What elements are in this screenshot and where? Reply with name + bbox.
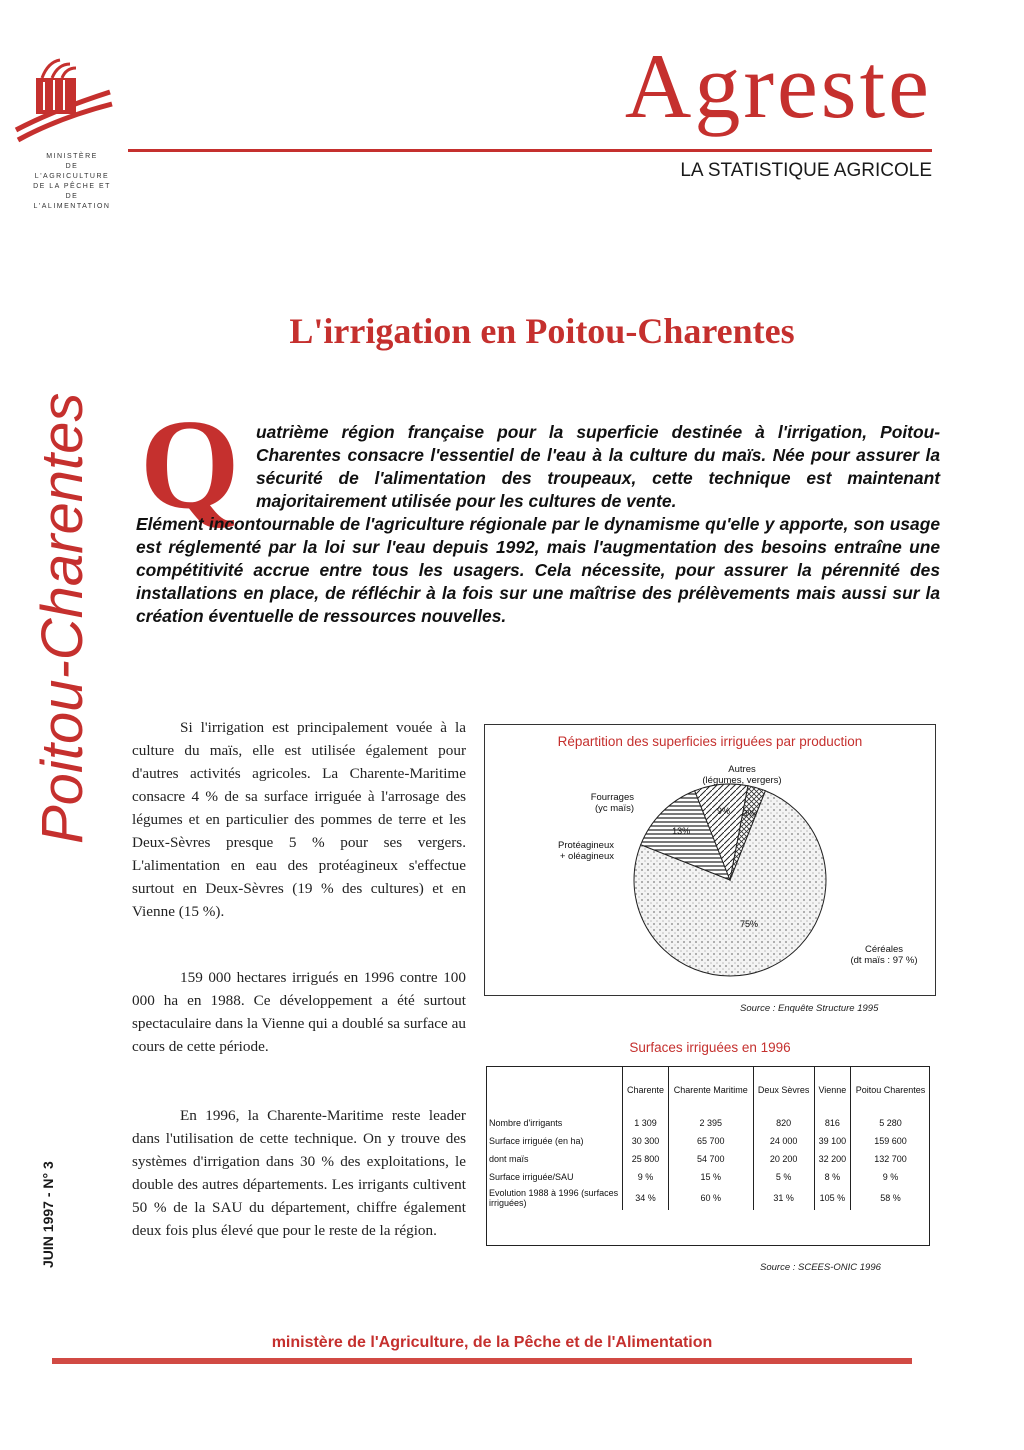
table-cell: 105 % [814, 1186, 850, 1210]
row-label: dont maïs [489, 1154, 529, 1164]
ministry-wordmark [30, 152, 114, 212]
paragraph-text: En 1996, la Charente-Maritime reste leader dans l'utilisation de cette technique. On y trouve des systèmes d'irrigation dans 30 % des exploitations, le double des autres départements. Les irrigants cultivent 50 % de la SAU du département, chiffre également deux fois plus élevé que pour le reste de la région. [132, 1107, 466, 1239]
table-cell: 8 % [814, 1168, 850, 1186]
chart-title: Répartition des superficies irriguées par production [557, 734, 863, 749]
table-cell: 1 309 [623, 1114, 669, 1132]
table-cell: 9 % [623, 1168, 669, 1186]
paragraph-text: Si l'irrigation est principalement vouée à la culture du maïs, elle est utilisée également pour d'autres activités agricoles. La Charente-Maritime consacre 4 % de sa surface irriguée à l'arrosage des légumes et en particulier des pommes de terre et les Deux-Sèvres presque 5 % pour ses vergers. L'alimentation en eau des protéagineux s'effectue surtout en Deux-Sèvres (19 % des cultures) et en Vienne (15 %). [132, 719, 466, 920]
slice-value-label: 13% [672, 826, 691, 837]
article-title: L'irrigation en Poitou-Charentes [289, 311, 795, 351]
slice-value-label: 75% [740, 919, 759, 930]
row-label: Surface irriguée (en ha) [489, 1136, 584, 1146]
data-table [486, 1066, 930, 1210]
ministry-line: DE LA PÊCHE ET DE [33, 183, 111, 200]
table-row [486, 1150, 930, 1168]
table-cell: 30 300 [623, 1132, 669, 1150]
table-cell: 820 [753, 1114, 814, 1132]
table-header-row [486, 1066, 930, 1114]
body-paragraph [132, 716, 466, 923]
table-cell: 32 200 [814, 1150, 850, 1168]
table-row [486, 1132, 930, 1150]
paragraph-text: 159 000 hectares irrigués en 1996 contre 100 000 ha en 1988. Ce développement a été surtout spectaculaire dans la Vienne qui a doublé sa surface au cours de cette période. [132, 969, 466, 1055]
table-cell: 20 200 [753, 1150, 814, 1168]
body-paragraph [132, 966, 466, 1058]
footer-ministry: ministère de l'Agriculture, de la Pêche et de l'Alimentation [271, 1334, 713, 1351]
table-cell: 9 % [851, 1168, 930, 1186]
slice-category-label: Céréales (dt maïs : 97 %) [850, 944, 918, 966]
table-row [486, 1114, 930, 1132]
column-header: Vienne [814, 1066, 850, 1114]
table-cell: 5 280 [851, 1114, 930, 1132]
table-cell: 31 % [753, 1186, 814, 1210]
ministry-line: MINISTÈRE [46, 153, 98, 160]
issue-date: JUIN 1997 - N° 3 [40, 1161, 56, 1268]
intro-lead: uatrième région française pour la superficie destinée à l'irrigation, Poitou-Charentes consacre l'essentiel de l'eau à la culture du maïs. Née pour assurer la sécurité de l'alimentation des troupeaux, cette technique est maintenant majoritairement utilisée pour les cultures de vente. [256, 422, 940, 511]
chart-source: Source : Enquête Structure 1995 [740, 1003, 879, 1014]
table-cell: 2 395 [668, 1114, 753, 1132]
table-cell: 159 600 [851, 1132, 930, 1150]
table-cell: 65 700 [668, 1132, 753, 1150]
brand-title: Agreste [624, 35, 932, 137]
header-divider [128, 149, 932, 152]
ministry-line: DE L'AGRICULTURE [34, 163, 110, 180]
table-cell: 25 800 [623, 1150, 669, 1168]
table-cell: 816 [814, 1114, 850, 1132]
row-label: Surface irriguée/SAU [489, 1172, 574, 1182]
ministry-logo [14, 58, 114, 150]
table-source: Source : SCEES-ONIC 1996 [760, 1262, 881, 1273]
row-label: Evolution 1988 à 1996 (surfaces irriguées) [489, 1188, 619, 1208]
table-cell: 58 % [851, 1186, 930, 1210]
table-cell: 132 700 [851, 1150, 930, 1168]
pie-chart [484, 724, 936, 996]
table-cell: 34 % [623, 1186, 669, 1210]
column-header: Deux Sèvres [753, 1066, 814, 1114]
body-paragraph [132, 1104, 466, 1242]
ministry-line: L'ALIMENTATION [33, 203, 111, 210]
column-header: Charente Maritime [668, 1066, 753, 1114]
table-body [486, 1114, 930, 1210]
table-cell: 60 % [668, 1186, 753, 1210]
drop-cap: Q [140, 393, 240, 535]
table-cell: 54 700 [668, 1150, 753, 1168]
table-row [486, 1186, 930, 1210]
article-intro [136, 421, 940, 628]
region-sidebar-title: Poitou-Charentes [30, 392, 95, 844]
column-header: Poitou Charentes [851, 1066, 930, 1114]
column-header: Charente [623, 1066, 669, 1114]
footer-divider [52, 1358, 912, 1364]
table-corner [486, 1066, 623, 1114]
table-cell: 5 % [753, 1168, 814, 1186]
slice-value-label: 9% [716, 806, 731, 817]
table-cell: 15 % [668, 1168, 753, 1186]
table-title: Surfaces irriguées en 1996 [629, 1040, 791, 1055]
tagline: LA STATISTIQUE AGRICOLE [680, 160, 932, 181]
row-label: Nombre d'irrigants [489, 1118, 563, 1128]
slice-value-label: 3% [742, 808, 756, 819]
intro-rest: Elément incontournable de l'agriculture régionale par le dynamisme qu'elle y apporte, son usage est réglementé par la loi sur l'eau depuis 1992, mais l'augmentation des besoins entraîne une compétitivité accrue entre tous les usagers. Cela nécessite, pour assurer la pérennité des installations en place, de réfléchir à la fois sur une maîtrise des prélèvements mais aussi sur la création éventuelle de ressources nouvelles. [136, 514, 940, 626]
table-cell: 24 000 [753, 1132, 814, 1150]
slice-category-label: Protéagineux + oléagineux [558, 840, 614, 862]
table-cell: 39 100 [814, 1132, 850, 1150]
table-row [486, 1168, 930, 1186]
slice-category-label: Autres (légumes, vergers) [702, 764, 782, 786]
slice-category-label: Fourrages (yc maïs) [590, 792, 634, 814]
